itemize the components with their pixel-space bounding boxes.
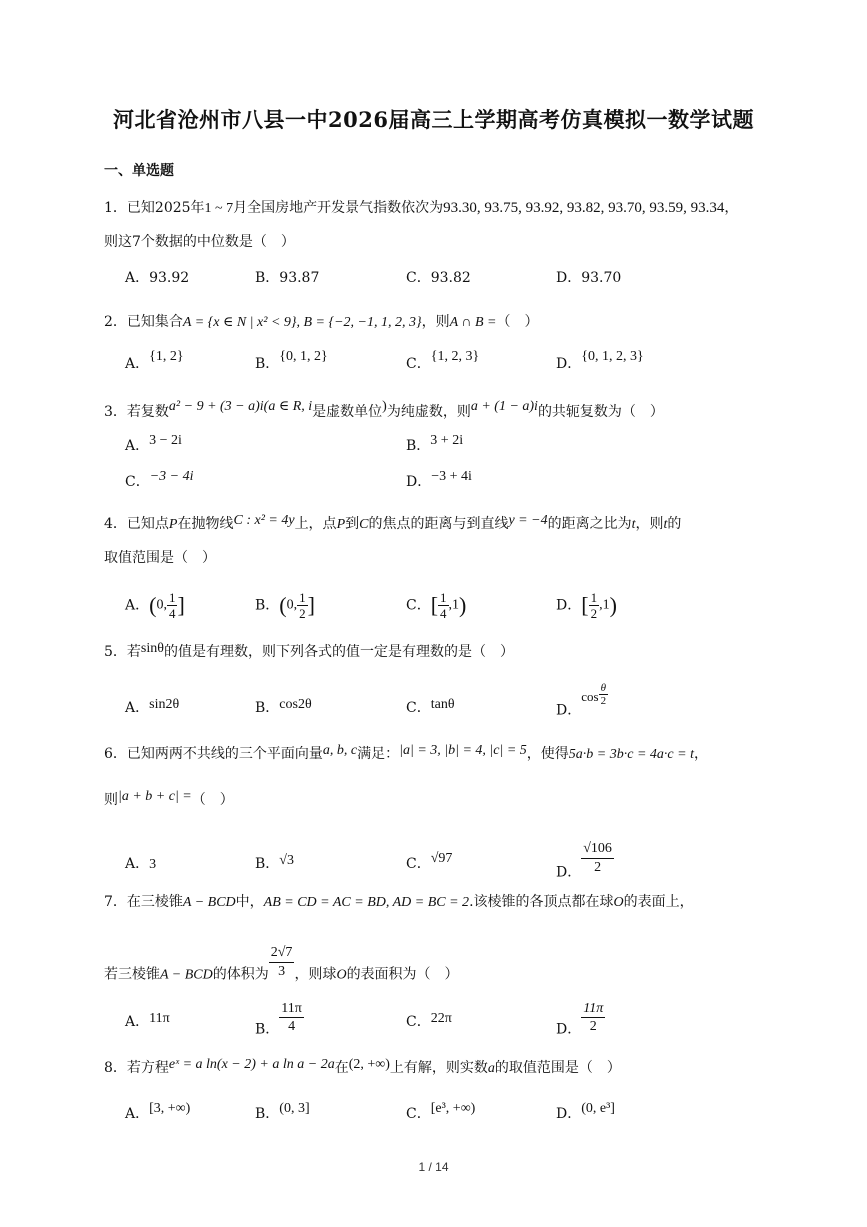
q8-option-a[interactable] xyxy=(125,1101,191,1125)
option-letter: B． xyxy=(255,700,280,716)
q7-text-6: 的体积为 xyxy=(212,966,269,983)
q7-tetrahedron-2: A − BCD xyxy=(160,967,213,983)
option-value: √3 xyxy=(279,853,294,868)
q1-text-2: 月全国房地产开发景气指数依次为 xyxy=(233,200,444,216)
q4-t-2: t xyxy=(663,517,668,532)
option-letter: C． xyxy=(406,1014,431,1030)
option-value: (0, 3] xyxy=(279,1101,310,1116)
q8-text-2: 在 xyxy=(334,1060,349,1076)
q6-text-3: ，使得 xyxy=(526,746,569,762)
q3-text-4: 的共轭复数为（ ） xyxy=(537,404,664,420)
option-letter: D． xyxy=(556,1106,582,1122)
q4-parabola: C : x² = 4y xyxy=(233,513,295,528)
question-1-line-1 xyxy=(104,198,738,219)
option-value: {1, 2} xyxy=(149,349,184,364)
q1-text: 1．已知2025年 xyxy=(104,200,205,216)
q4-line: y = −4 xyxy=(508,513,548,528)
q3-option-b[interactable] xyxy=(406,433,464,457)
q6-option-d[interactable] xyxy=(556,841,614,891)
option-letter: C． xyxy=(125,474,150,490)
option-letter: A． xyxy=(125,700,150,716)
option-letter: C． xyxy=(406,356,431,372)
q7-sphere-2: O xyxy=(336,967,347,983)
q4-text: 4．已知点 xyxy=(104,516,169,532)
q7-option-d[interactable] xyxy=(556,1001,605,1047)
q4-text-7: ，则 xyxy=(635,516,664,532)
bracket-close: ] xyxy=(177,592,185,618)
q7-text-2: 中， xyxy=(235,894,264,910)
q2-text-3: （ ） xyxy=(496,314,539,330)
q6-vectors: a, b, c xyxy=(322,743,358,758)
bracket-open: [ xyxy=(581,592,589,618)
q7-text-8: 的表面积为（ ） xyxy=(346,966,459,983)
fraction: $\frac{1}{4}$ xyxy=(168,590,176,621)
bracket-open: [ xyxy=(430,592,439,618)
q8-option-c[interactable] xyxy=(406,1101,476,1125)
question-8 xyxy=(104,1058,621,1079)
q3-text: 3．若复数 xyxy=(104,404,169,420)
option-value: {1, 2, 3} xyxy=(430,349,480,364)
option-letter: B． xyxy=(255,856,280,872)
q7-text-5: 若三棱锥 xyxy=(104,966,160,983)
q1-option-a[interactable]: A．93.92 xyxy=(125,270,190,286)
q2-expr: A ∩ B = xyxy=(449,315,497,330)
theta-half: $\frac{\theta}{2}$ xyxy=(600,682,607,707)
paren-close: ) xyxy=(609,592,617,618)
question-6-line-1 xyxy=(104,744,708,765)
q7-text-4: 的表面上， xyxy=(623,894,694,910)
one: ,1 xyxy=(599,597,610,613)
bracket-close: ] xyxy=(307,592,315,618)
option-value: −3 − 4i xyxy=(149,469,194,484)
q5-option-b[interactable] xyxy=(255,698,312,719)
option-value: 11π xyxy=(149,1011,170,1026)
q1-comma: ， xyxy=(724,200,739,216)
option-value: 3 + 2i xyxy=(430,433,464,448)
q5-expr: sinθ xyxy=(140,641,164,656)
q7-tetrahedron: A − BCD xyxy=(182,895,236,910)
q7-option-b[interactable] xyxy=(255,1001,304,1047)
option-value: [e³, +∞) xyxy=(430,1101,476,1116)
option-letter: C． xyxy=(406,700,431,716)
paren-close: ) xyxy=(459,592,467,618)
option-letter: A． xyxy=(125,1014,150,1030)
option-letter: C． xyxy=(406,597,431,614)
paren-open: ( xyxy=(279,592,287,618)
q4-option-a[interactable] xyxy=(125,590,185,621)
q8-text-4: 的取值范围是（ ） xyxy=(494,1060,621,1076)
fraction: $\frac{11\pi}{2}$ xyxy=(583,1001,604,1034)
q6-magnitudes: |a| = 3, |b| = 4, |c| = 5 xyxy=(399,743,527,758)
q3-option-d[interactable] xyxy=(406,469,472,493)
q8-text-3: 上有解，则实数 xyxy=(389,1060,488,1076)
q4-curve-name: C xyxy=(359,517,369,532)
q7-text-3: .该棱锥的各顶点都在球 xyxy=(469,894,614,910)
question-2 xyxy=(104,312,539,333)
q8-option-b[interactable] xyxy=(255,1101,310,1125)
fraction: $\frac{11\pi}{4}$ xyxy=(281,1001,302,1034)
option-letter: D． xyxy=(556,864,582,881)
q3-text-2: 是虚数单位 xyxy=(312,404,383,420)
q4-point-2: P xyxy=(336,517,346,532)
fraction: $\frac{√106}{2}$ xyxy=(583,841,612,875)
option-letter: D． xyxy=(556,702,582,719)
q8-equation: eˣ = a ln(x − 2) + a ln a − 2a xyxy=(168,1057,335,1072)
option-value: sin2θ xyxy=(149,697,180,712)
option-value: tanθ xyxy=(430,697,455,712)
zero: 0, xyxy=(156,597,167,613)
option-letter: A． xyxy=(125,1106,150,1122)
q7-equation: AB = CD = AC = BD, AD = BC = 2 xyxy=(263,895,470,910)
option-value: cos xyxy=(581,688,599,704)
q7-option-a[interactable] xyxy=(125,1012,170,1033)
q4-text-4: 到 xyxy=(345,516,360,532)
q6-then: 则 xyxy=(104,792,118,808)
q2-option-b[interactable] xyxy=(255,349,328,375)
option-value: 22π xyxy=(430,1011,452,1026)
q6-option-b[interactable] xyxy=(255,854,294,875)
q1-option-d[interactable]: D．93.70 xyxy=(556,270,622,286)
one: ,1 xyxy=(448,597,460,613)
question-4-line-1 xyxy=(104,514,681,535)
paren-open: ( xyxy=(149,592,157,618)
q6-text: 6．已知两两不共线的三个平面向量 xyxy=(104,746,323,762)
q4-text-5: 的焦点的距离与到直线 xyxy=(368,516,509,532)
option-letter: C． xyxy=(406,856,431,872)
q1-month-range: 1 ~ 7 xyxy=(204,201,234,216)
q4-t: t xyxy=(631,517,636,532)
option-value: {0, 1, 2} xyxy=(279,349,328,364)
option-letter: B． xyxy=(255,1021,280,1038)
q3-paren: ) xyxy=(382,399,387,414)
q7-text-7: ，则球 xyxy=(294,966,337,983)
option-letter: A． xyxy=(125,597,150,614)
option-value: [3, +∞) xyxy=(149,1101,191,1116)
q3-option-a[interactable] xyxy=(125,433,182,457)
q4-text-8: 的 xyxy=(667,516,682,532)
q2-option-a[interactable] xyxy=(125,349,184,375)
q3-expr-2: a + (1 − a)i xyxy=(470,399,538,414)
q3-text-3: 为纯虚数，则 xyxy=(386,404,471,420)
q6-option-a[interactable] xyxy=(125,854,156,875)
q8-option-d[interactable] xyxy=(556,1101,615,1125)
q6-text-4: ， xyxy=(693,746,708,762)
q2-text: 2．已知集合 xyxy=(104,314,183,330)
question-7-line-1 xyxy=(104,892,694,913)
q6-text-2: 满足： xyxy=(357,746,400,762)
option-value: cos2θ xyxy=(279,697,312,712)
q7-sphere: O xyxy=(613,895,624,910)
option-value: 3 − 2i xyxy=(149,433,182,448)
option-letter: A． xyxy=(125,356,150,372)
option-letter: B． xyxy=(255,1106,280,1122)
option-letter: B． xyxy=(406,438,431,454)
option-value: 3 xyxy=(149,857,157,872)
q5-option-c[interactable] xyxy=(406,698,455,719)
page-title: 河北省沧州市八县一中2026届高三上学期高考仿真模拟一数学试题 xyxy=(113,107,754,132)
q5-text-2: 的值是有理数，则下列各式的值一定是有理数的是（ ） xyxy=(163,644,514,660)
fraction: $\frac{1}{2}$ xyxy=(299,590,306,621)
q6-option-c[interactable] xyxy=(406,851,453,875)
q8-param: a xyxy=(487,1061,495,1076)
option-letter: D． xyxy=(556,356,582,372)
question-4-line-2: 取值范围是（ ） xyxy=(104,550,216,566)
fraction: $\frac{1}{2}$ xyxy=(590,590,598,621)
q1-option-c[interactable]: C．93.82 xyxy=(406,270,471,286)
q3-expr-1: a² − 9 + (3 − a)i(a ∈ R, i xyxy=(168,399,313,414)
q2-option-c[interactable] xyxy=(406,349,480,375)
option-letter: B． xyxy=(255,356,280,372)
q8-text: 8．若方程 xyxy=(104,1060,169,1076)
section-heading: 一、单选题 xyxy=(104,163,174,179)
q1-option-b[interactable]: B．93.87 xyxy=(255,270,320,286)
page-number: 1 / 14 xyxy=(418,1160,449,1174)
q4-text-2: 在抛物线 xyxy=(177,516,234,532)
q5-option-a[interactable] xyxy=(125,698,179,719)
q1-values: 93.30, 93.75, 93.92, 93.82, 93.70, 93.59, 93.34 xyxy=(443,200,725,216)
question-5 xyxy=(104,642,514,663)
option-letter: D． xyxy=(556,597,582,614)
option-letter: D． xyxy=(406,474,432,490)
q6-equation: 5a·b = 3b·c = 4a·c = t xyxy=(568,747,694,762)
q2-text-2: ，则 xyxy=(421,314,450,330)
q8-interval: (2, +∞) xyxy=(348,1057,390,1072)
q2-option-d[interactable] xyxy=(556,349,644,375)
q4-option-d[interactable] xyxy=(556,590,617,621)
q7-volume-fraction: $\frac{2√7}{3}$ xyxy=(270,945,293,979)
q4-option-b[interactable] xyxy=(255,590,315,621)
option-value: {0, 1, 2, 3} xyxy=(581,349,644,364)
question-6-line-2 xyxy=(104,790,234,811)
q4-option-c[interactable] xyxy=(406,590,466,621)
q6-expr: |a + b + c| = xyxy=(118,789,192,804)
q5-text: 5．若 xyxy=(104,644,141,660)
question-1-line-2: 则这7个数据的中位数是（ ） xyxy=(104,234,295,250)
option-value: (0, e³] xyxy=(581,1101,615,1116)
q3-option-c[interactable] xyxy=(125,469,194,493)
q7-option-c[interactable] xyxy=(406,1012,452,1033)
q5-option-d[interactable] xyxy=(556,682,608,723)
fraction: $\frac{1}{4}$ xyxy=(440,590,447,621)
option-letter: A． xyxy=(125,438,150,454)
option-letter: B． xyxy=(255,597,280,614)
option-letter: A． xyxy=(125,856,150,872)
q7-text: 7．在三棱锥 xyxy=(104,894,183,910)
option-letter: C． xyxy=(406,1106,431,1122)
q4-point: P xyxy=(168,517,178,532)
q2-sets: A = {x ∈ N | x² < 9}, B = {−2, −1, 1, 2, 3} xyxy=(182,315,422,330)
question-7-line-2 xyxy=(104,945,459,993)
zero: 0, xyxy=(286,597,298,613)
question-3 xyxy=(104,399,664,423)
q4-text-3: 上，点 xyxy=(294,516,337,532)
option-value: √97 xyxy=(430,851,453,866)
option-value: −3 + 4i xyxy=(431,469,472,484)
option-letter: D． xyxy=(556,1021,582,1038)
q4-text-6: 的距离之比为 xyxy=(547,516,632,532)
q6-blank: （ ） xyxy=(191,792,234,808)
